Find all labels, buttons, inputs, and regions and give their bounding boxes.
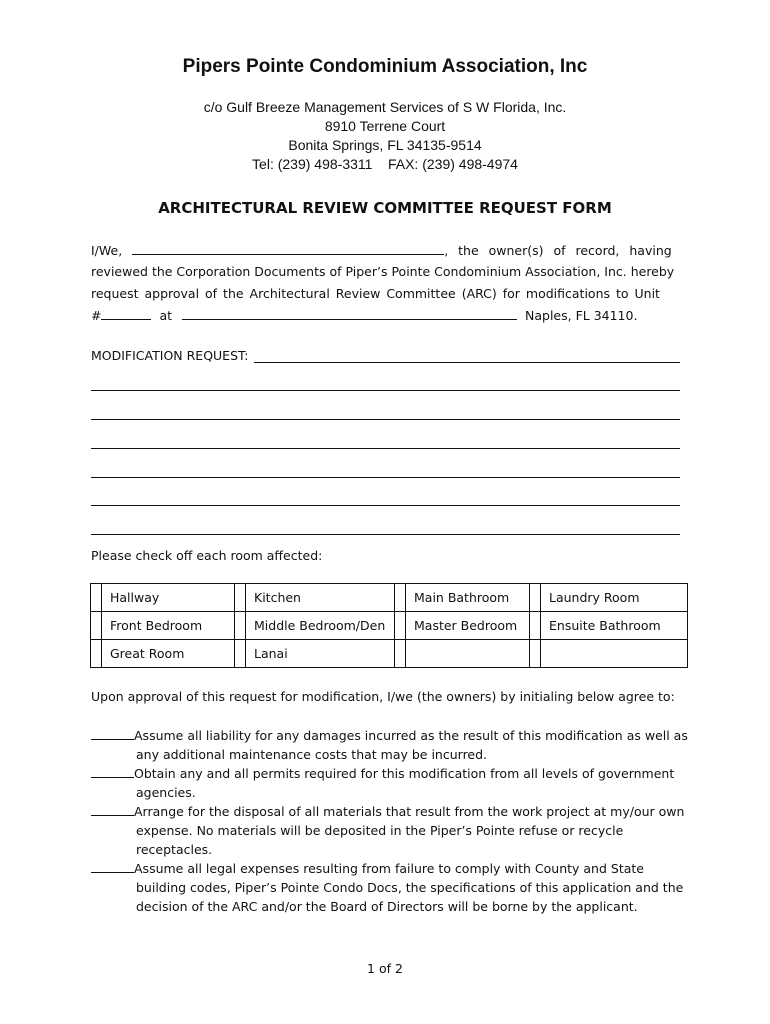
room-label: Great Room [102, 640, 235, 668]
modification-line[interactable] [91, 534, 680, 535]
agreement-text: Obtain any and all permits required for this modification from all levels of government [134, 766, 675, 781]
table-row [91, 612, 688, 640]
agreement-item [91, 802, 691, 859]
owners-text: , the owner(s) of record, having [444, 243, 672, 258]
agreement-text: Assume all legal expenses resulting from failure to comply with County and State [134, 861, 644, 876]
street-address-field[interactable] [182, 307, 517, 320]
room-checkbox[interactable] [91, 584, 102, 612]
agreement-item [91, 726, 691, 764]
agreement-text: receptacles. [136, 842, 213, 857]
room-checkbox[interactable] [91, 612, 102, 640]
room-checkbox[interactable] [235, 584, 246, 612]
association-title: Pipers Pointe Condominium Association, Inc [182, 56, 588, 77]
unit-number-field[interactable] [101, 307, 151, 320]
initials-field[interactable] [91, 727, 134, 740]
room-checkbox[interactable] [530, 584, 541, 612]
hash-label: # [91, 308, 102, 323]
agreement-intro: Upon approval of this request for modification, I/we (the owners) by initialing below agree to: [91, 689, 675, 704]
room-label: Front Bedroom [102, 612, 235, 640]
room-label: Hallway [102, 584, 235, 612]
agreement-text: any additional maintenance costs that may be incurred. [136, 747, 488, 762]
modification-line[interactable] [91, 448, 680, 449]
intro-line-1 [91, 242, 681, 258]
agreement-text: building codes, Piper’s Pointe Condo Docs, the specifications of this application and the [136, 880, 684, 895]
modification-line[interactable] [91, 419, 680, 420]
agreement-text: Arrange for the disposal of all materials that result from the work project at my/our own [134, 804, 685, 819]
address-line: Bonita Springs, FL 34135-9514 [288, 137, 482, 153]
table-row [91, 640, 688, 668]
city-text: Naples, FL 34110. [525, 308, 638, 323]
room-checkbox[interactable] [395, 612, 406, 640]
address-block [0, 98, 770, 174]
intro-line-2: reviewed the Corporation Documents of Piper’s Pointe Condominium Association, Inc. hereby [91, 264, 675, 279]
iwe-label: I/We, [91, 243, 123, 258]
address-line: Tel: (239) 498-3311 FAX: (239) 498-4974 [252, 156, 518, 172]
modification-label: MODIFICATION REQUEST: [91, 348, 249, 363]
room-checkbox[interactable] [235, 612, 246, 640]
room-checkbox[interactable] [395, 640, 406, 668]
modification-line[interactable] [254, 362, 680, 363]
agreement-item [91, 859, 691, 916]
page-number: 1 of 2 [367, 961, 403, 976]
room-label: Kitchen [246, 584, 395, 612]
room-checkbox[interactable] [235, 640, 246, 668]
room-label: Laundry Room [541, 584, 688, 612]
agreement-text: agencies. [136, 785, 196, 800]
agreement-text: decision of the ARC and/or the Board of Directors will be borne by the applicant. [136, 899, 638, 914]
address-line: c/o Gulf Breeze Management Services of S W Florida, Inc. [203, 99, 567, 115]
check-prompt: Please check off each room affected: [91, 548, 323, 563]
rooms-table [90, 583, 688, 668]
room-label: Main Bathroom [406, 584, 530, 612]
owner-name-field[interactable] [132, 242, 444, 255]
modification-line[interactable] [91, 390, 680, 391]
agreement-text: expense. No materials will be deposited in the Piper’s Pointe refuse or recycle [136, 823, 624, 838]
initials-field[interactable] [91, 860, 134, 873]
room-label [406, 640, 530, 668]
modification-line[interactable] [91, 505, 680, 506]
intro-line-3: request approval of the Architectural Review Committee (ARC) for modifications to Unit [91, 286, 660, 301]
modification-line[interactable] [91, 477, 680, 478]
address-line: 8910 Terrene Court [324, 118, 446, 134]
room-label: Middle Bedroom/Den [246, 612, 395, 640]
room-checkbox[interactable] [530, 640, 541, 668]
initials-field[interactable] [91, 803, 134, 816]
room-label [541, 640, 688, 668]
agreement-text: Assume all liability for any damages incurred as the result of this modification as well as [134, 728, 688, 743]
room-label: Lanai [246, 640, 395, 668]
room-label: Master Bedroom [406, 612, 530, 640]
agreement-item [91, 764, 691, 802]
room-checkbox[interactable] [91, 640, 102, 668]
table-row [91, 584, 688, 612]
initials-field[interactable] [91, 765, 134, 778]
room-label: Ensuite Bathroom [541, 612, 688, 640]
room-checkbox[interactable] [530, 612, 541, 640]
form-heading: ARCHITECTURAL REVIEW COMMITTEE REQUEST FORM [158, 199, 612, 217]
room-checkbox[interactable] [395, 584, 406, 612]
at-label: at [159, 308, 173, 323]
intro-line-4 [91, 307, 681, 323]
